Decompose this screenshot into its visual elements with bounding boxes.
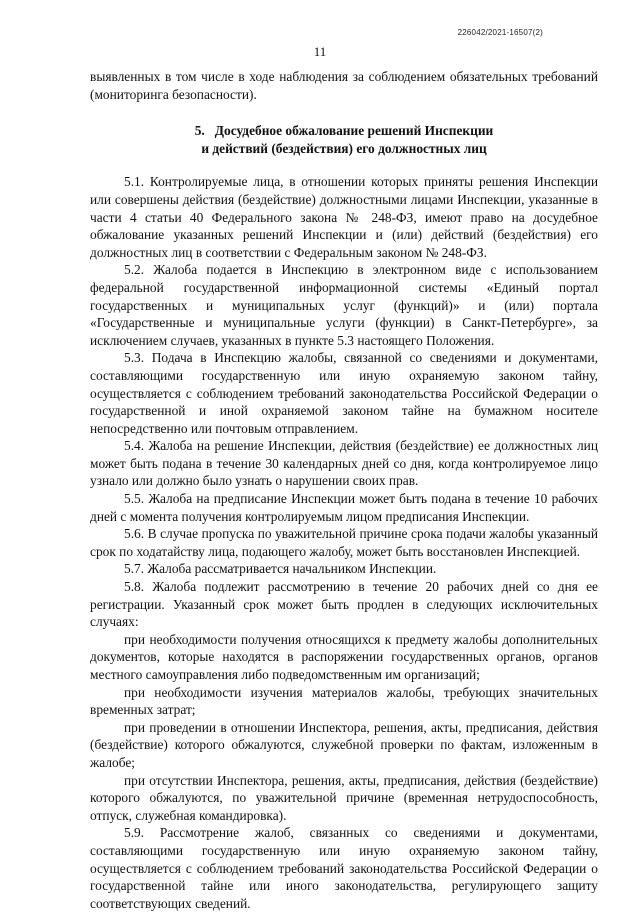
paragraph-5-2: 5.2. Жалоба подается в Инспекцию в электронном виде с использованием федеральной государственной информационной системы «Единый портал государственных и муниципальных услуг (функций)» и (или) портала «Государственные и муниципальные услуги (функции) в Санкт-Петербурге», за исключением случаев, указанных в пункте 5.3 настоящего Положения. xyxy=(90,262,598,348)
paragraph-5-5: 5.5. Жалоба на предписание Инспекции может быть подана в течение 10 рабочих дней с момента получения контролируемым лицом предписания Инспекции. xyxy=(90,491,598,524)
paragraph-5-6: 5.6. В случае пропуска по уважительной причине срока подачи жалобы указанный срок по ходатайству лица, подающего жалобу, может быть восстановлен Инспекцией. xyxy=(90,526,598,559)
paragraph-5-3: 5.3. Подача в Инспекцию жалобы, связанной со сведениями и документами, составляющими государственную или иную охраняемую законом тайну, осуществляется с соблюдением требований законодательства Российской Федерации о государственной и иной охраняемой законом тайне на бумажном носителе непосредственно или почтовым отправлением. xyxy=(90,350,598,436)
list-item-inspection: при проведении в отношении Инспектора, решения, акты, предписания, действия (бездействие) которого обжалуются, служебной проверки по фактам, изложенным в жалобе; xyxy=(90,719,598,770)
list-item-absence: при отсутствии Инспектора, решения, акты, предписания, действия (бездействие) которого обжалуются, по уважительной причине (временная нетрудоспособность, отпуск, служебная командировка). xyxy=(90,772,598,823)
section-number: 5. xyxy=(194,123,205,139)
document-id: 226042/2021-16507(2) xyxy=(457,28,543,37)
paragraph-5-7: 5.7. Жалоба рассматривается начальником Инспекции. xyxy=(124,561,437,577)
paragraph-5-8: 5.8. Жалоба подлежит рассмотрению в течение 20 рабочих дней со дня ее регистрации. Указанный срок может быть продлен в следующих исключительных случаях: xyxy=(90,579,598,630)
paragraph-5-4: 5.4. Жалоба на решение Инспекции, действия (бездействие) ее должностных лиц может быть подана в течение 30 календарных дней со дня, когда контролируемое лицо узнало или должно было узнать о нарушении своих прав. xyxy=(90,438,598,489)
section-title-line2: и действий (бездействия) его должностных лиц xyxy=(201,140,487,156)
list-item-materials: при необходимости изучения материалов жалобы, требующих значительных временных затрат; xyxy=(90,684,598,718)
page-number: 11 xyxy=(313,44,327,59)
paragraph-5-1: 5.1. Контролируемые лица, в отношении которых приняты решения Инспекции или совершены действия (бездействие) должностными лицами Инспекции, указанные в части 4 статьи 40 Федерального закона № 248-ФЗ, имеют право на досудебное обжалование указанных решений Инспекции и (или) действий (бездействия) его должностных лиц в соответствии с Федеральным законом № 248-ФЗ. xyxy=(90,174,598,260)
intro-paragraph: выявленных в том числе в ходе наблюдения за соблюдением обязательных требований (мониторинга безопасности). xyxy=(90,69,598,102)
list-item-documents: при необходимости получения относящихся к предмету жалобы дополнительных документов, которые находятся в распоряжении государственных органов, органов местного самоуправления либо подведомственным им организаций; xyxy=(90,631,598,682)
section-heading xyxy=(90,122,598,157)
section-title-line1: Досудебное обжалование решений Инспекции xyxy=(214,123,494,139)
document-body xyxy=(90,68,598,912)
paragraph-5-9: 5.9. Рассмотрение жалоб, связанных со сведениями и документами, составляющими государственную или иную охраняемую законом тайну, осуществляется с соблюдением требований законодательства Российской Федерации о государственной тайне или иного законодательства, регулирующего защиту соответствующих сведений. xyxy=(90,825,598,911)
